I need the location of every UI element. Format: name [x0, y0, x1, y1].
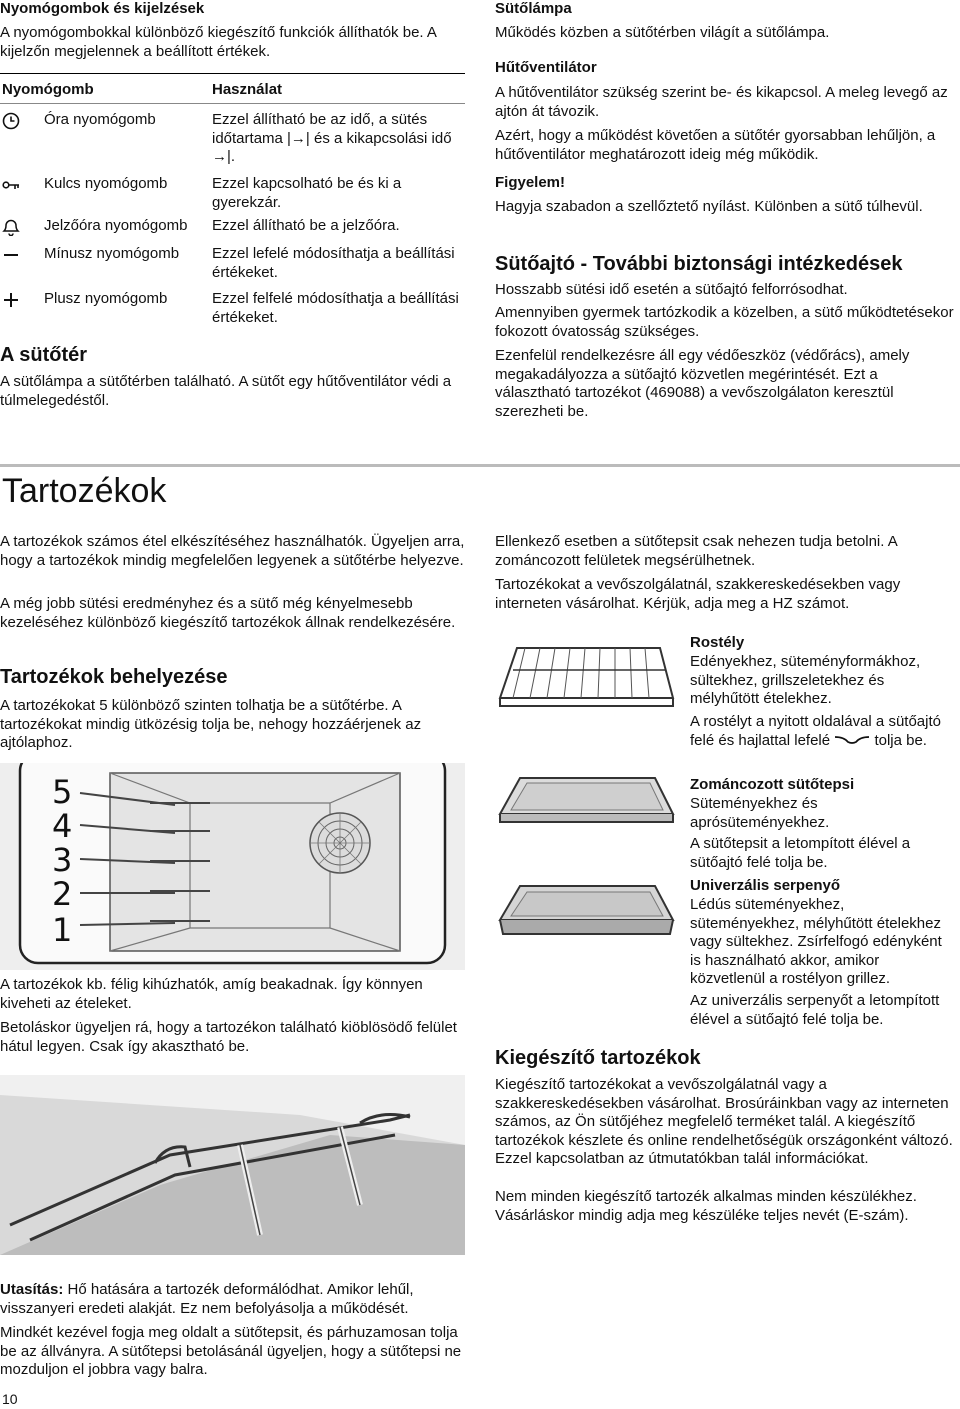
bell-icon [2, 218, 20, 236]
item-pan-name: Univerzális serpenyő [690, 877, 841, 894]
item-rack-desc: Edényekhez, süteményformákhoz, sültekhez, grillszeletekhez és mélyhűtött ételekhez. [690, 653, 921, 707]
button-usage: Ezzel kapcsolható be és ki a gyerekzár. [212, 175, 402, 211]
item-tray-name: Zománcozott sütőtepsi [690, 776, 855, 793]
accessories-text-1: A tartozékok számos étel elkészítéséhez használhatók. Ügyeljen arra, hogy a tartozékok mindig megfelelően legyenek a sütőtérbe helyezve. [0, 533, 465, 569]
door-text-1: Hosszabb sütési idő esetén a sütőajtó felforrósodhat. [495, 281, 848, 298]
door-text-3: Ezenfelül rendelkezésre áll egy védőeszköz (védőrács), amely megakadályozza a sütőajtó közvetlen megérintését. Ezt a választható tartozékot (469088) a vevőszolgálaton keresztül szerezheti be. [495, 347, 910, 420]
level-label: 5 [52, 773, 73, 811]
fan-text-1: A hűtőventilátor szükség szerint be- és kikapcsol. A meleg levegő az ajtón át távozik. [495, 84, 948, 120]
accessories-text-2: A még jobb sütési eredményhez és a sütő még kényelmesebb kezeléséhez különböző kiegészítő tartozékok állnak rendelkezésére. [0, 595, 456, 631]
oven-levels-figure [0, 763, 465, 970]
universal-pan-image [495, 880, 675, 944]
accessories-right-text-1: Ellenkező esetben a sütőtepsit csak nehezen tudja betolni. A zománcozott felületek megsérülhetnek. [495, 533, 897, 569]
button-name: Mínusz nyomógomb [44, 245, 180, 262]
wire-rack-image [495, 640, 675, 725]
level-label: 3 [52, 841, 73, 879]
extras-title: Kiegészítő tartozékok [495, 1047, 701, 1069]
fan-text-2: Azért, hogy a működést követően a sütőtér gyorsabban lehűljön, a hűtőventilátor meghatározott ideig még működik. [495, 127, 936, 163]
button-name: Plusz nyomógomb [44, 290, 168, 307]
table-top-rule [0, 73, 465, 74]
insert-text: A tartozékokat 5 különböző szinten tolhatja be a sütőtérbe. A tartozékokat mindig ütközésig tolja be, nehogy hozzáérjenek az ajtólaphoz. [0, 697, 422, 751]
oven-space-text: A sütőlámpa a sütőtérben található. A sütőt egy hűtőventilátor védi a túlmelegedéstől. [0, 373, 452, 409]
lamp-title: Sütőlámpa [495, 0, 572, 17]
clock-icon [2, 112, 20, 130]
item-rack-name: Rostély [690, 634, 745, 651]
extras-text-1: Kiegészítő tartozékokat a vevőszolgálatnál vagy a szakkereskedésekben vásárolhat. Brosúráinkban vagy az interneten számos, az Ön sütőjéhez megfelelő terméket talál. A kiegészítő tartozékok készlete és online rendelhetőségük országonként változó. Ezzel kapcsolatban az útmutatókban talál információkat. [495, 1076, 953, 1167]
insert-title: Tartozékok behelyezése [0, 666, 228, 688]
extras-text-2: Nem minden kiegészítő tartozék alkalmas minden készülékhez. Vásárláskor mindig adja meg készüléke teljes nevét (E-szám). [495, 1188, 917, 1224]
after-figure-text-2: Betoláskor ügyeljen rá, hogy a tartozékon található kiöblösödő felület hátul legyen. Csak így akasztható be. [0, 1019, 457, 1055]
item-rack-how-end: tolja be. [874, 731, 927, 749]
note-text: Hő hatására a tartozék deformálódhat. Amikor lehűl, visszanyeri eredeti alakját. Ez nem befolyásolja a működését. [0, 1281, 414, 1317]
note-label: Utasítás: [0, 1281, 64, 1298]
item-rack-how [690, 713, 955, 750]
level-label: 4 [52, 807, 73, 845]
level-label: 2 [52, 875, 73, 913]
accessories-title: Tartozékok [2, 472, 167, 510]
bend-down-icon [834, 735, 870, 745]
level-label: 1 [52, 911, 73, 949]
col-header-usage: Használat [212, 81, 283, 98]
buttons-title: Nyomógombok és kijelzések [0, 0, 205, 17]
button-usage: Ezzel állítható be a jelzőóra. [212, 217, 400, 234]
button-usage: Ezzel felfelé módosíthatja a beállítási értékeket. [212, 290, 459, 326]
button-name: Óra nyomógomb [44, 111, 156, 128]
button-name: Jelzőóra nyomógomb [44, 217, 188, 234]
section-divider [0, 464, 960, 467]
item-tray-desc: Süteményekhez és aprósüteményekhez. [690, 795, 830, 831]
button-usage: Ezzel lefelé módosíthatja a beállítási értékeket. [212, 245, 455, 281]
lamp-text: Működés közben a sütőtérben világít a sütőlámpa. [495, 24, 830, 41]
note-text-2: Mindkét kezével fogja meg oldalt a sütőtepsit, és párhuzamosan tolja be az állványra. A sütőtepsi betolásánál ügyeljen, hogy a sütőtepsi ne mozduljon el jobbra vagy balra. [0, 1324, 462, 1378]
button-name: Kulcs nyomógomb [44, 175, 168, 192]
fan-warning-title: Figyelem! [495, 174, 566, 191]
key-icon [2, 176, 20, 194]
button-usage: Ezzel állítható be az idő, a sütés időtartama |→| és a kikapcsolási idő →|. [212, 111, 452, 165]
item-tray-how: A sütőtepsit a letompított élével a sütőajtó felé tolja be. [690, 835, 911, 871]
note-paragraph [0, 1281, 465, 1318]
buttons-intro: A nyomógombokkal különböző kiegészítő funkciók állíthatók be. A kijelzőn megjelennek a beállított értékek. [0, 24, 437, 60]
fan-title: Hűtőventilátor [495, 59, 597, 76]
item-rack-how-text: A rostélyt a nyitott oldalával a sütőajtó felé és hajlattal lefelé [690, 713, 941, 749]
table-header-rule [0, 103, 465, 104]
item-pan-how: Az univerzális serpenyőt a letompított élével a sütőajtó felé tolja be. [690, 992, 940, 1028]
door-text-2: Amennyiben gyermek tartózkodik a közelben, a sütő működtetésekor fokozott óvatosság szükséges. [495, 304, 954, 340]
after-figure-text-1: A tartozékok kb. félig kihúzhatók, amíg beakadnak. Így könnyen kiveheti az ételeket. [0, 976, 423, 1012]
item-pan-desc: Lédús süteményekhez, süteményekhez, mélyhűtött ételekhez vagy sültekhez. Zsírfelfogó edényként is használható akkor, amikor közvetlenül a rostélyon grillez. [690, 896, 942, 987]
rack-detail-figure [0, 1075, 465, 1255]
fan-warning-text: Hagyja szabadon a szellőztető nyílást. Különben a sütő túlhevül. [495, 198, 923, 215]
minus-icon [2, 246, 20, 264]
oven-space-title: A sütőtér [0, 344, 88, 366]
page-number: 10 [2, 1391, 18, 1407]
baking-tray-image [495, 772, 675, 832]
plus-icon [2, 291, 20, 309]
door-title: Sütőajtó - További biztonsági intézkedések [495, 253, 903, 275]
accessories-right-text-2: Tartozékokat a vevőszolgálatnál, szakkereskedésekben vagy interneten vásárolhat. Kérjük, adja meg a HZ számot. [495, 576, 901, 612]
col-header-button: Nyomógomb [2, 81, 94, 98]
